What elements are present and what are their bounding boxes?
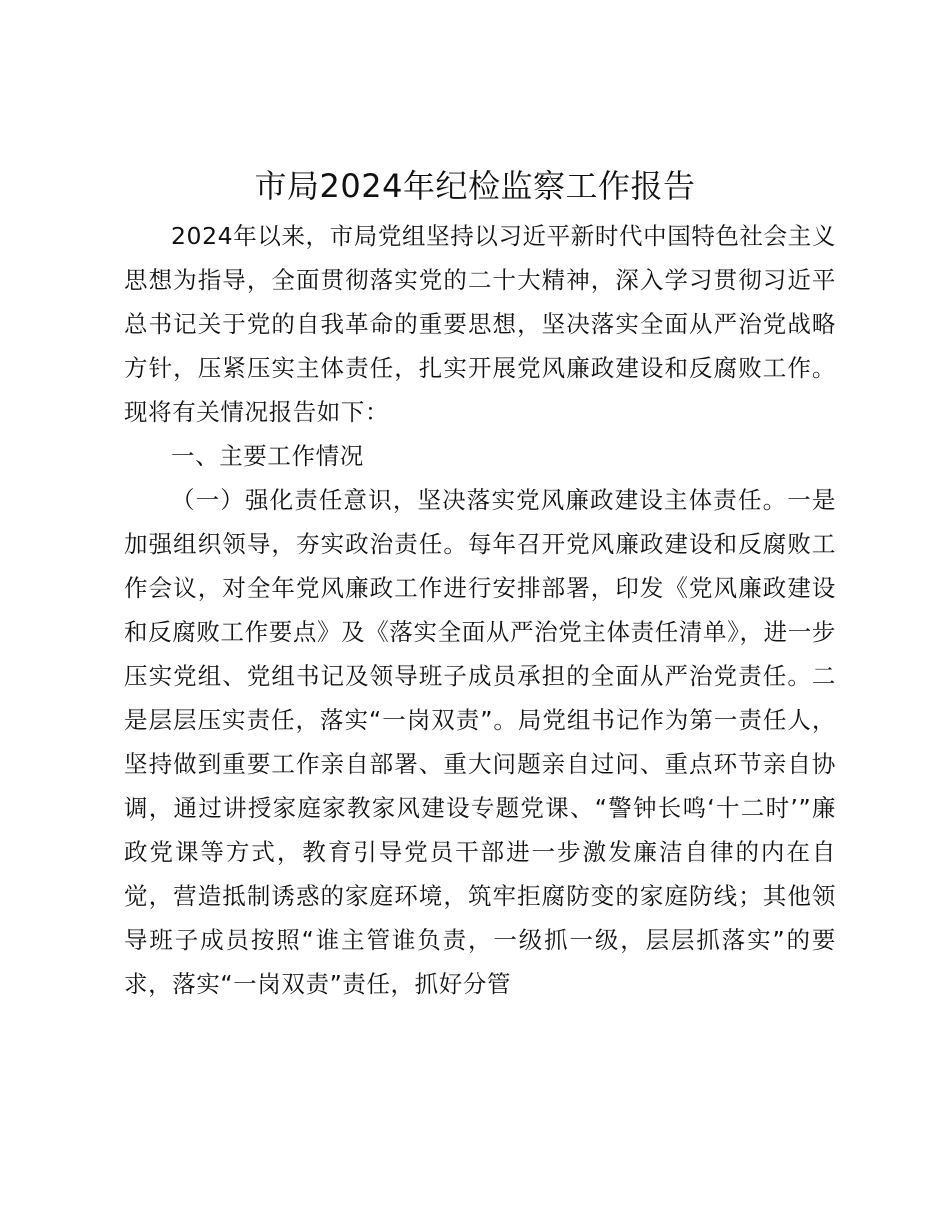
subsection-paragraph: （一）强化责任意识，坚决落实党风廉政建设主体责任。一是加强组织领导，夯实政治责任。每年召开党风廉政建设和反腐败工作会议，对全年党风廉政工作进行安排部署，印发《党风廉政建设和反腐败工作要点》及《落实全面从严治党主体责任清单》，进一步压实党组、党组书记及领导班子成员承担的全面从严治党责任。二是层层压实责任，落实“一岗双责”。局党组书记作为第一责任人，坚持做到重要工作亲自部署、重大问题亲自过问、重点环节亲自协调，通过讲授家庭家教家风建设专题党课、“警钟长鸣‘十二时’”廉政党课等方式，教育引导党员干部进一步激发廉洁自律的内在自觉，营造抵制诱惑的家庭环境，筑牢拒腐防变的家庭防线；其他领导班子成员按照“谁主管谁负责，一级抓一级，层层抓落实”的要求，落实“一岗双责”责任，抓好分管 xyxy=(124,486,836,998)
intro-paragraph: 2024年以来，市局党组坚持以习近平新时代中国特色社会主义思想为指导，全面贯彻落实党的二十大精神，深入学习贯彻习近平总书记关于党的自我革命的重要思想，坚决落实全面从严治党战略方针，压紧压实主体责任，扎实开展党风廉政建设和反腐败工作。现将有关情况报告如下： xyxy=(124,222,836,426)
document-title: 市局2024年纪检监察工作报告 xyxy=(254,167,696,205)
section-heading: 一、主要工作情况 xyxy=(171,442,364,470)
document-body xyxy=(124,214,836,1006)
